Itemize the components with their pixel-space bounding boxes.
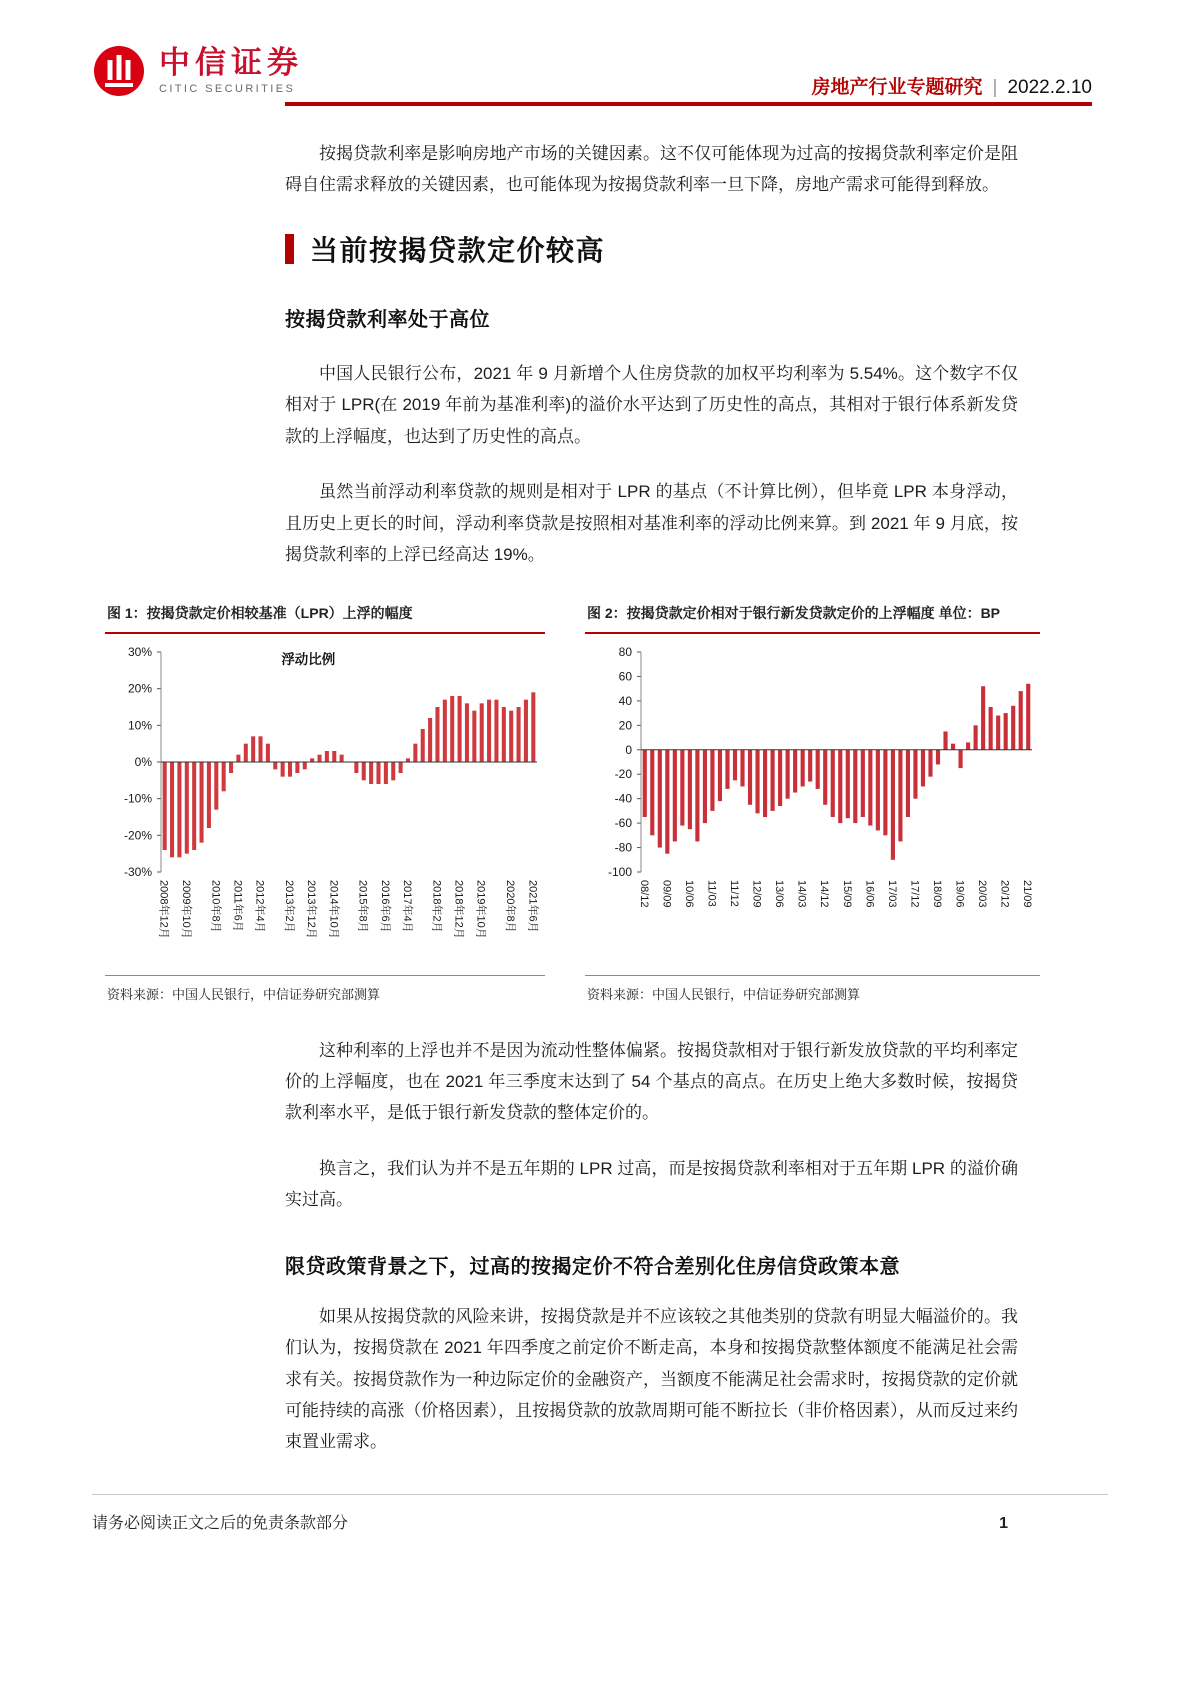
svg-text:20: 20 <box>618 717 632 732</box>
svg-text:-20%: -20% <box>123 827 152 842</box>
x-tick-label: 18/09 <box>931 879 944 908</box>
x-tick-label: 2019年10月 <box>474 879 487 939</box>
svg-text:-40: -40 <box>614 791 632 806</box>
figure-1-caption: 图 1：按揭贷款定价相较基准（LPR）上浮的幅度 <box>105 603 545 634</box>
intro-paragraph: 按揭贷款利率是影响房地产市场的关键因素。这不仅可能体现为过高的按揭贷款利率定价是阻碍自住需求释放的关键因素，也可能体现为按揭贷款利率一旦下降，房地产需求可能得到释放。 <box>285 144 1018 195</box>
svg-text:-10%: -10% <box>123 791 152 806</box>
x-tick-label: 15/09 <box>840 879 853 908</box>
header-separator: | <box>992 77 998 98</box>
figure-2-caption: 图 2：按揭贷款定价相对于银行新发贷款定价的上浮幅度 单位：BP <box>585 603 1040 634</box>
svg-text:-60: -60 <box>614 815 632 830</box>
x-tick-label: 12/09 <box>750 879 763 908</box>
report-type-label: 房地产行业专题研究 <box>811 77 983 98</box>
figure-1-source: 资料来源：中国人民银行，中信证券研究部测算 <box>105 975 545 1003</box>
svg-text:-20: -20 <box>614 766 632 781</box>
svg-text:40: 40 <box>618 693 632 708</box>
paragraph-4: 换言之，我们认为并不是五年期的 LPR 过高，而是按揭贷款利率相对于五年期 LPR 的溢价确实过高。 <box>285 1158 1018 1210</box>
report-date: 2022.2.10 <box>1007 77 1092 98</box>
svg-text:60: 60 <box>618 668 632 683</box>
svg-text:80: 80 <box>618 644 632 659</box>
figure-2-source: 资料来源：中国人民银行，中信证券研究部测算 <box>585 975 1040 1003</box>
subsection-title-1: 按揭贷款利率处于高位 <box>285 308 490 331</box>
subsection-title-2: 限贷政策背景之下，过高的按揭定价不符合差别化住房信贷政策本意 <box>285 1255 900 1278</box>
x-tick-label: 2016年6月 <box>378 879 391 933</box>
citic-emblem-icon <box>92 44 146 98</box>
x-tick-label: 17/03 <box>885 879 898 908</box>
citic-logo <box>92 44 303 98</box>
figure-2 <box>585 603 1040 1003</box>
x-tick-label: 2012年4月 <box>253 879 266 933</box>
section-title: 当前按揭贷款定价较高 <box>310 234 606 266</box>
svg-text:-100: -100 <box>607 864 632 879</box>
x-tick-label: 2009年10月 <box>179 879 192 939</box>
x-tick-label: 20/12 <box>998 879 1011 908</box>
x-tick-label: 2020年8月 <box>504 879 517 933</box>
x-tick-label: 2021年6月 <box>526 879 539 933</box>
section-accent-bar <box>285 234 294 264</box>
x-tick-label: 2017年4月 <box>400 879 413 933</box>
brand-text <box>159 44 303 96</box>
x-tick-label: 2008年12月 <box>157 879 170 939</box>
x-tick-label: 17/12 <box>908 879 921 908</box>
x-tick-label: 16/06 <box>863 879 876 908</box>
x-tick-label: 08/12 <box>637 879 650 908</box>
paragraph-2: 虽然当前浮动利率贷款的规则是相对于 LPR 的基点（不计算比例），但毕竟 LPR 本身浮动，且历史上更长的时间，浮动利率贷款是按照相对基准利率的浮动比例来算。到 2021 年 9 月底，按揭贷款利率的上浮已经高达 19%。 <box>285 482 1018 565</box>
x-tick-label: 2013年2月 <box>283 879 296 933</box>
x-tick-label: 2015年8月 <box>356 879 369 933</box>
x-tick-label: 2018年2月 <box>430 879 443 933</box>
paragraph-3: 这种利率的上浮也并不是因为流动性整体偏紧。按揭贷款相对于银行新发放贷款的平均利率定价的上浮幅度，也在 2021 年三季度末达到了 54 个基点的高点。在历史上绝大多数时候，按揭贷款利率水平，是低于银行新发贷款的整体定价的。 <box>285 1040 1018 1123</box>
x-tick-label: 09/09 <box>660 879 673 908</box>
figures-row <box>105 603 1040 1003</box>
chart-legend-label: 浮动比例 <box>281 651 336 667</box>
brand-name-cn: 中信证券 <box>159 44 303 80</box>
svg-text:-80: -80 <box>614 840 632 855</box>
page-footer <box>92 1494 1108 1533</box>
figure-1 <box>105 603 545 1003</box>
x-tick-label: 20/03 <box>976 879 989 908</box>
x-tick-label: 21/09 <box>1021 879 1034 908</box>
brand-name-en: CITIC SECURITIES <box>159 83 296 96</box>
paragraph-5: 如果从按揭贷款的风险来讲，按揭贷款是并不应该较之其他类别的贷款有明显大幅溢价的。我们认为，按揭贷款在 2021 年四季度之前定价不断走高，本身和按揭贷款整体额度不能满足社会需求有关。按揭贷款作为一种边际定价的金融资产，当额度不能满足社会需求时，按揭贷款的定价就可能持续的高涨（价格因素），且按揭贷款的放款周期可能不断拉长（非价格因素），从而反过来约束置业需求。 <box>285 1306 1018 1452</box>
bar-chart-svg <box>585 638 1040 968</box>
svg-text:20%: 20% <box>127 681 152 696</box>
bar-chart-svg <box>105 638 545 968</box>
x-tick-label: 11/03 <box>705 879 718 907</box>
footer-disclaimer: 请务必阅读正文之后的免责条款部分 <box>92 1515 349 1532</box>
x-tick-label: 10/06 <box>682 879 695 908</box>
x-tick-label: 2010年8月 <box>209 879 222 933</box>
page-number: 1 <box>999 1515 1008 1532</box>
figure-1-bar-chart <box>105 638 545 973</box>
x-tick-label: 11/12 <box>727 879 740 907</box>
figure-2-bar-chart <box>585 638 1040 973</box>
section-heading <box>285 229 1018 269</box>
svg-text:0: 0 <box>625 742 632 757</box>
header-divider-rule <box>285 102 1092 106</box>
x-tick-label: 2018年12月 <box>452 879 465 939</box>
svg-text:30%: 30% <box>127 644 152 659</box>
x-tick-label: 2013年12月 <box>305 879 318 939</box>
x-tick-label: 19/06 <box>953 879 966 908</box>
paragraph-1: 中国人民银行公布，2021 年 9 月新增个人住房贷款的加权平均利率为 5.54%。这个数字不仅相对于 LPR(在 2019 年前为基准利率)的溢价水平达到了历史性的高点，其相对于银行体系新发贷款的上浮幅度，也达到了历史性的高点。 <box>285 363 1018 446</box>
svg-text:10%: 10% <box>127 717 152 732</box>
x-tick-label: 14/03 <box>795 879 808 908</box>
x-tick-label: 2011年6月 <box>231 879 244 932</box>
report-body <box>0 108 1200 1458</box>
svg-text:-30%: -30% <box>123 864 152 879</box>
report-header-meta <box>812 72 1092 99</box>
svg-text:0%: 0% <box>134 754 152 769</box>
x-tick-label: 2014年10月 <box>327 879 340 939</box>
x-tick-label: 13/06 <box>773 879 786 908</box>
x-tick-label: 14/12 <box>818 879 831 908</box>
